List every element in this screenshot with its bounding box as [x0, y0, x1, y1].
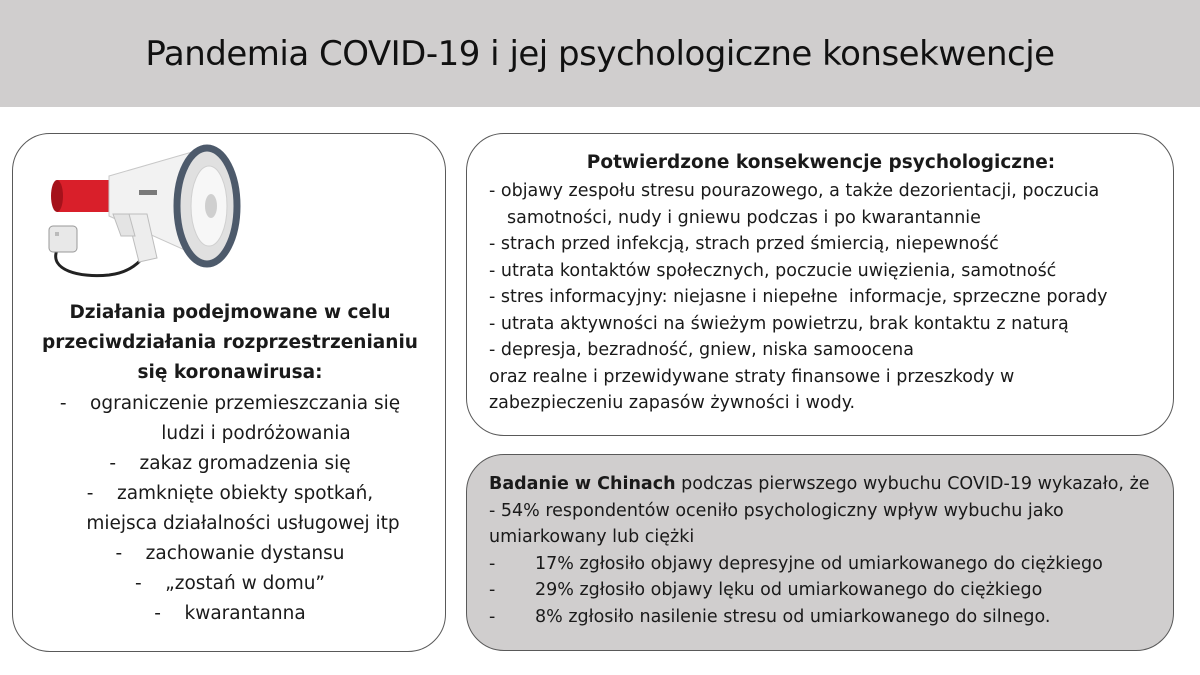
measure-item: - zakaz gromadzenia się [109, 453, 351, 474]
consequences-list [489, 178, 1169, 417]
consequences-panel [466, 133, 1174, 436]
china-study-panel [466, 454, 1174, 651]
bullet-dash: - [489, 580, 496, 600]
consequence-line: - utrata aktywności na świeżym powietrzu, brak kontaktu z naturą [489, 313, 1069, 334]
china-study-lead-bold: Badanie w Chinach [489, 474, 676, 494]
consequence-line: - strach przed infekcją, strach przed śmiercią, niepewność [489, 234, 999, 254]
measures-panel [12, 133, 446, 652]
bullet-text: 8% zgłosiło nasilenie stresu od umiarkowanego do silnego. [535, 606, 1051, 627]
china-study-content [489, 471, 1169, 630]
title-bar [0, 0, 1200, 107]
china-study-bullet [489, 551, 1169, 578]
measure-item: - kwarantanna [154, 603, 306, 624]
consequence-line: - depresja, bezradność, gniew, niska samoocena [489, 340, 914, 360]
measure-item: - zachowanie dystansu [115, 543, 345, 564]
megaphone-icon [39, 140, 249, 290]
slide-title: Pandemia COVID-19 i jej psychologiczne konsekwencje [145, 33, 1055, 74]
consequence-line: - stres informacyjny: niejasne i niepełne informacje, sprzeczne porady [489, 287, 1108, 307]
bullet-dash: - [489, 606, 496, 627]
china-study-lead-rest: podczas pierwszego wybuchu COVID-19 wykazało, że [675, 474, 1150, 494]
bullet-text: 17% zgłosiło objawy depresyjne od umiarkowanego do ciężkiego [535, 553, 1103, 574]
consequence-line: oraz realne i przewidywane straty finansowe i przeszkody w [489, 366, 1015, 387]
bullet-dash: - [489, 553, 496, 574]
measure-item: ludzi i podróżowania [161, 423, 351, 444]
consequence-line: - objawy zespołu stresu pourazowego, a także dezorientacji, poczucia [489, 181, 1100, 201]
china-study-lead [489, 471, 1169, 498]
china-study-bullet [489, 604, 1169, 631]
bullet-text: 29% zgłosiło objawy lęku od umiarkowanego do ciężkiego [535, 580, 1043, 600]
consequence-line: zabezpieczeniu zapasów żywności i wody. [489, 393, 856, 413]
china-study-line: umiarkowany lub ciężki [489, 527, 695, 547]
china-study-line: - 54% respondentów oceniło psychologiczny wpływ wybuchu jako [489, 500, 1064, 521]
consequence-line: samotności, nudy i gniewu podczas i po kwarantannie [507, 207, 981, 228]
measures-heading-line: się koronawirusa: [137, 362, 323, 383]
measures-heading-line: Działania podejmowane w celu [69, 302, 391, 323]
measures-list [13, 389, 447, 629]
measures-heading [13, 298, 447, 388]
consequences-heading: Potwierdzone konsekwencje psychologiczne: [586, 152, 1056, 173]
consequence-line: - utrata kontaktów społecznych, poczucie uwięzienia, samotność [489, 260, 1057, 281]
china-study-bullet [489, 577, 1169, 604]
measures-heading-line: przeciwdziałania rozprzestrzenianiu [42, 332, 418, 353]
measure-item: - „zostań w domu” [134, 573, 326, 594]
measure-item: miejsca działalności usługowej itp [86, 513, 400, 534]
china-study-bullets [489, 551, 1169, 631]
measure-item: - zamknięte obiekty spotkań, [86, 483, 374, 504]
measure-item: - ograniczenie przemieszczania się [59, 393, 401, 414]
